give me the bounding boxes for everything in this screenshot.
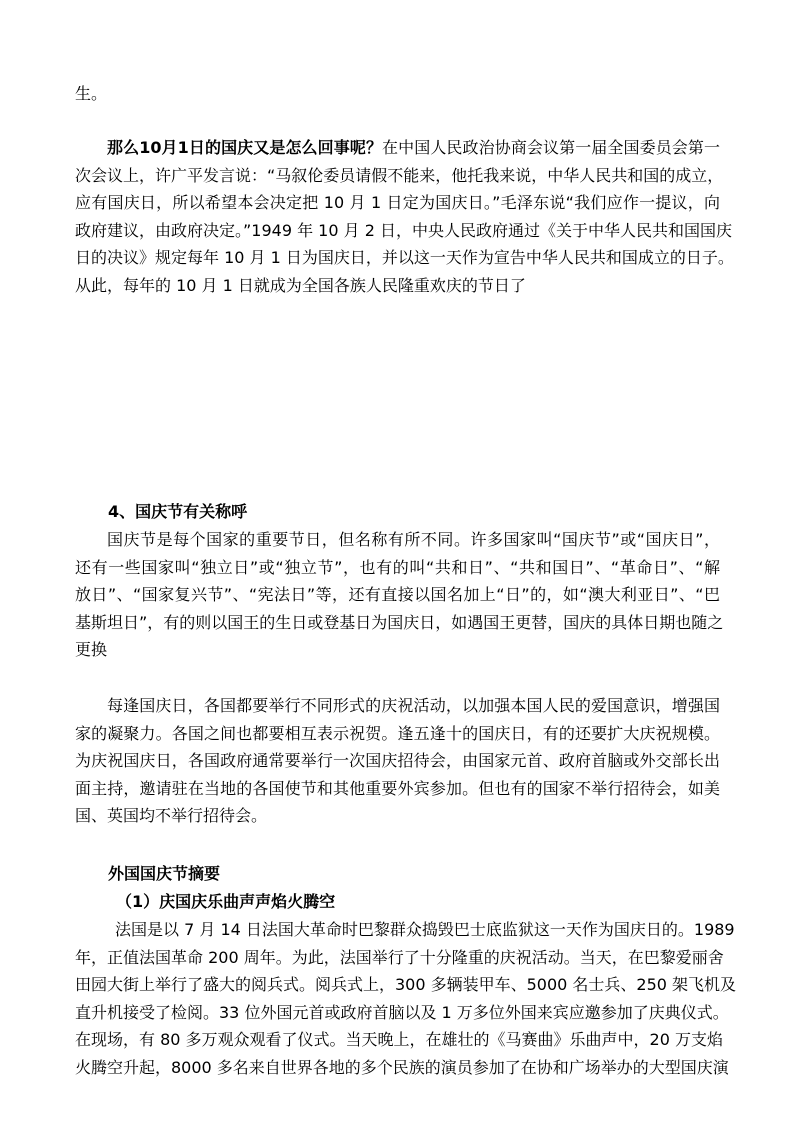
text-line: 应有国庆日，所以希望本会决定把 10 月 1 日定为国庆日。”毛泽东说“我们应作一提议，向 [75,193,720,213]
text-line: 次会议上，许广平发言说：“马叙伦委员请假不能来，他托我来说，中华人民共和国的成立， [75,165,724,185]
section-heading: 4、国庆节有关称呼 [108,502,248,521]
paragraph-celebrations [75,692,720,830]
text-line: 家的凝聚力。各国之间也都要相互表示祝贺。逢五逢十的国庆日，有的还要扩大庆祝规模。 [75,723,720,743]
text-line: 从此，每年的 10 月 1 日就成为全国各族人民隆重欢庆的节日了 [75,275,526,295]
text-line: 年，正值法国革命 200 周年。为此，法国举行了十分隆重的庆祝活动。当天，在巴黎爱丽舍 [75,947,724,967]
paragraph-naming [75,526,724,664]
text-line: 日的决议》规定每年 10 月 1 日为国庆日，并以这一天作为宣告中华人民共和国成立的日子。 [75,248,734,268]
text-line: 更换 [75,640,108,660]
text-line: 法国是以 7 月 14 日法国大革命时巴黎群众捣毁巴士底监狱这一天作为国庆日的。1989 [115,920,735,939]
paragraph-france [75,916,737,1082]
text-line: 生。 [75,84,108,103]
subsection-heading: （1）庆国庆乐曲声声焰火腾空 [116,892,336,911]
text-line: 面主持，邀请驻在当地的各国使节和其他重要外宾参加。但也有的国家不举行招待会，如美 [75,778,720,798]
text-line: 直升机接受了检阅。33 位外国元首或政府首脑以及 1 万多位外国来宾应邀参加了庆典仪式。 [75,1002,729,1022]
text-line: 火腾空升起，8000 多名来自世界各地的多个民族的演员参加了在协和广场举办的大型国庆演 [75,1057,729,1077]
text-line: 还有一些国家叫“独立日”或“独立节”，也有的叫“共和日”、“共和国日”、“革命日”、“解 [75,557,720,577]
text-line: 在现场，有 80 多万观众观看了仪式。当天晚上，在雄壮的《马赛曲》乐曲声中，20 万支焰 [75,1030,723,1050]
paragraph-continuation [75,80,720,108]
bold-lead-question: 那么10月1日的国庆又是怎么回事呢？ [107,138,383,157]
text-line: 政府建议，由政府决定。”1949 年 10 月 2 日，中央人民政府通过《关于中华人民共和国国庆 [75,220,732,240]
text-line-content: 在中国人民政治协商会议第一届全国委员会第一 [382,138,720,157]
text-line: 国、英国均不举行招待会。 [75,806,268,826]
text-line: 田园大街上举行了盛大的阅兵式。阅兵式上，300 多辆装甲车、5000 名士兵、250 架飞机及 [75,975,737,995]
paragraph-national-day-origin [75,134,734,300]
text-line: 基斯坦日”，有的则以国王的生日或登基日为国庆日，如遇国王更替，国庆的具体日期也随之 [75,612,724,632]
text-line: 每逢国庆日，各国都要举行不同形式的庆祝活动，以加强本国人民的爱国意识，增强国 [107,696,720,715]
text-line: 国庆节是每个国家的重要节日，但名称有所不同。许多国家叫“国庆节”或“国庆日”， [107,530,720,549]
text-line [75,134,720,162]
text-line: 为庆祝国庆日，各国政府通常要举行一次国庆招待会，由国家元首、政府首脑或外交部长出 [75,751,720,771]
text-line: 放日”、“国家复兴节”、“宪法日”等，还有直接以国名加上“日”的，如“澳大利亚日”、“巴 [75,585,720,605]
section-heading: 外国国庆节摘要 [108,864,221,883]
